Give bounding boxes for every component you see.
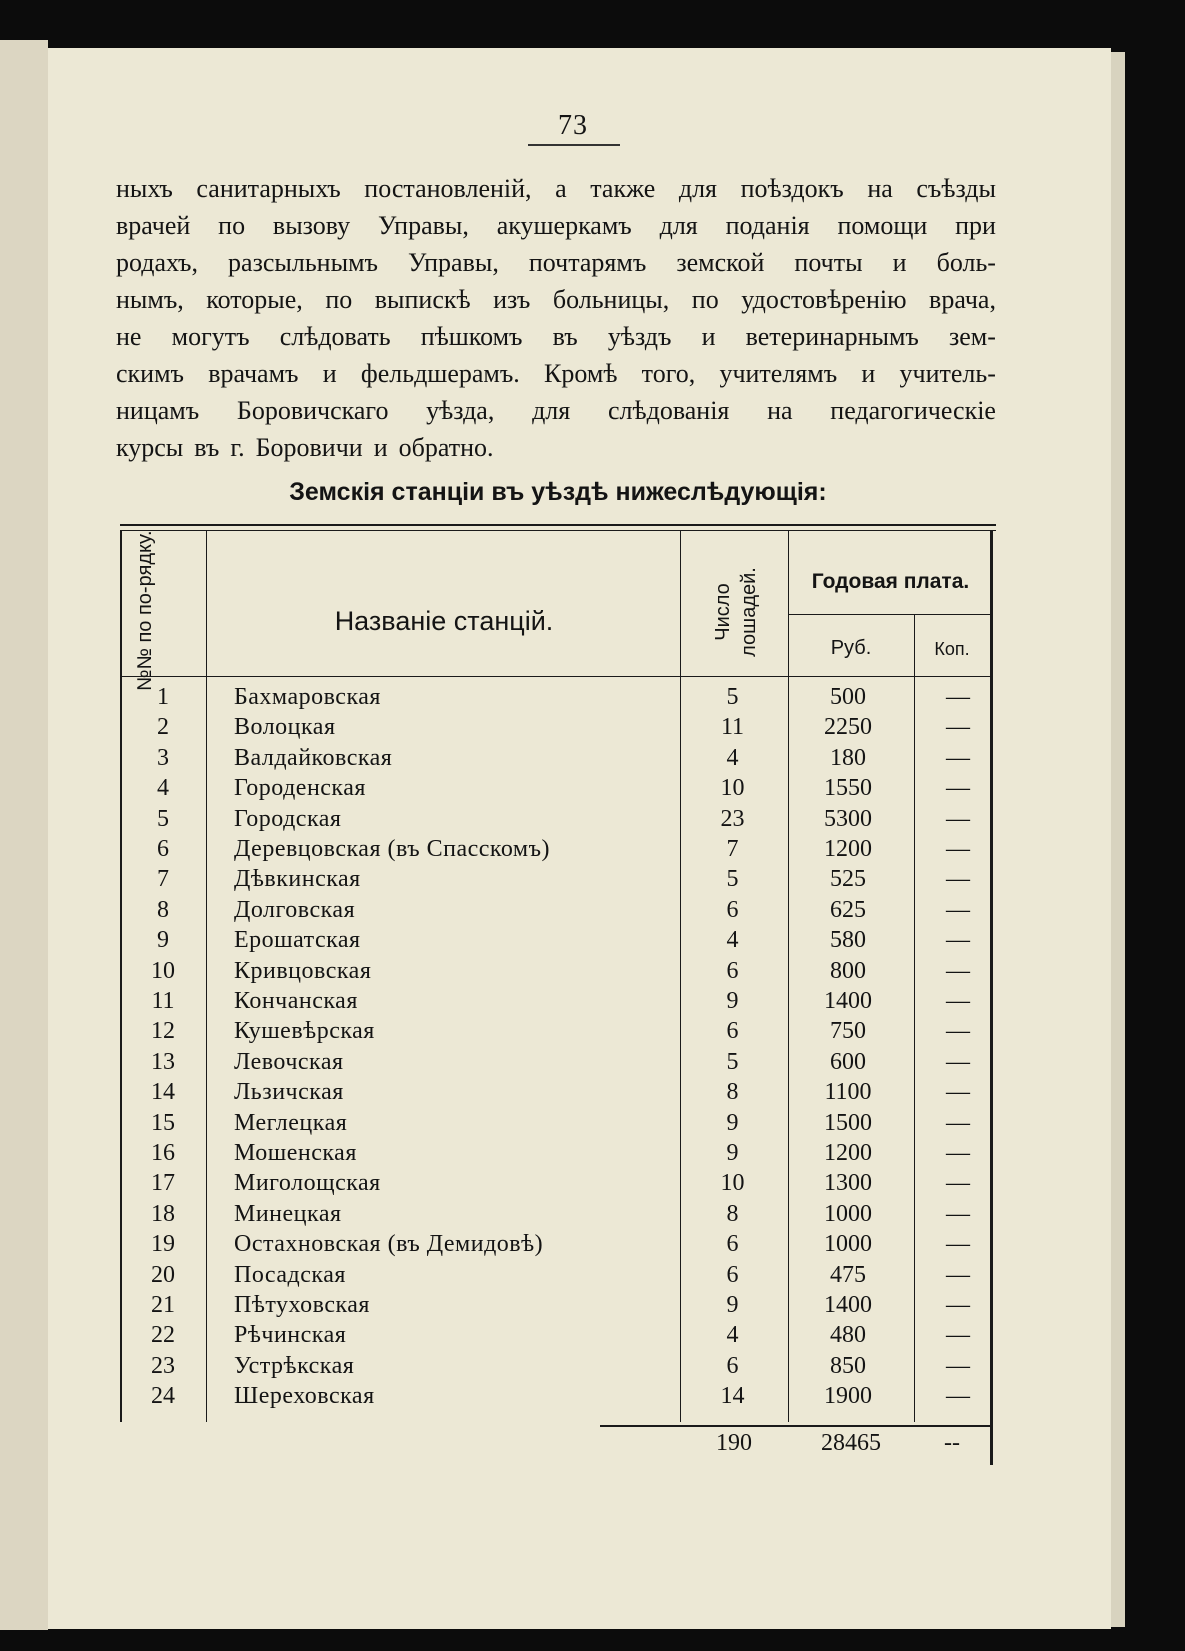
paragraph-word: поданія <box>725 211 810 240</box>
fee-kopecks: — <box>946 927 970 954</box>
station-name: Бахмаровская <box>234 684 381 710</box>
station-name: Валдайковская <box>234 744 393 771</box>
row-number: 1 <box>157 684 169 710</box>
paragraph-word: въ <box>194 433 220 462</box>
station-name: Шереховская <box>234 1383 375 1410</box>
paragraph-word: учителямъ <box>719 359 838 388</box>
horse-count: 6 <box>726 1231 739 1258</box>
table-row <box>120 897 996 925</box>
paragraph-word: боль- <box>936 248 996 277</box>
horse-count: 4 <box>726 927 739 954</box>
paragraph-word: пѣшкомъ <box>420 322 523 351</box>
horse-count: 6 <box>726 1352 739 1379</box>
station-name: Мошенская <box>234 1140 357 1166</box>
header-name: Названіе станцій. <box>334 606 554 636</box>
paragraph-word: скимъ <box>116 359 184 388</box>
horse-count: 5 <box>726 684 739 710</box>
paragraph-word: помощи <box>837 211 928 240</box>
paragraph-word: ницамъ <box>116 396 200 425</box>
paragraph-word: также <box>590 174 656 203</box>
paragraph-line <box>116 392 996 429</box>
paragraph-word: слѣдовать <box>279 322 391 351</box>
fee-kopecks: — <box>946 1109 970 1136</box>
paragraph-word: нымъ, <box>116 285 184 314</box>
paragraph-word: почтарямъ <box>528 248 647 277</box>
paragraph-word: съѣзды <box>916 174 996 203</box>
row-number: 13 <box>151 1048 175 1075</box>
row-number: 16 <box>151 1140 175 1166</box>
paragraph-word: слѣдованія <box>607 396 730 425</box>
row-number: 9 <box>157 927 169 954</box>
station-name: Пѣтуховская <box>234 1292 370 1318</box>
paragraph-word: на <box>867 174 893 203</box>
fee-kopecks: — <box>946 1048 970 1075</box>
paragraph-word: въ <box>552 322 578 351</box>
paragraph-word: и <box>373 433 388 462</box>
fee-rubles: 2250 <box>824 714 872 741</box>
paragraph-word: санитарныхъ <box>196 174 341 203</box>
book-page <box>48 48 1111 1629</box>
horse-count: 8 <box>726 1200 739 1227</box>
annual-fee-divider <box>788 614 993 615</box>
fee-kopecks: — <box>946 1231 970 1258</box>
horse-count: 6 <box>726 1018 739 1045</box>
row-number: 6 <box>157 836 169 862</box>
paragraph-word: и <box>701 322 716 351</box>
station-name: Кончанская <box>234 988 358 1014</box>
table-row <box>120 836 996 864</box>
header-horses-label: Число лошадей. <box>712 567 760 657</box>
paragraph-line <box>116 170 996 207</box>
paragraph-word: курсы <box>116 433 184 462</box>
paragraph-word: Боровичи <box>255 433 363 462</box>
fee-rubles: 1000 <box>824 1200 872 1227</box>
paragraph-word: Управы, <box>378 211 469 240</box>
table-row <box>120 714 996 742</box>
fee-kopecks: — <box>946 1018 970 1045</box>
paragraph-word: врачамъ <box>208 359 299 388</box>
horse-count: 9 <box>726 1292 739 1318</box>
horse-count: 10 <box>720 1170 745 1197</box>
fee-kopecks: — <box>946 896 970 923</box>
station-name: Меглецкая <box>234 1109 348 1136</box>
horse-count: 9 <box>726 988 739 1014</box>
paragraph-line <box>116 281 996 318</box>
fee-rubles: 1100 <box>824 1079 872 1106</box>
total-horses: 190 <box>716 1430 752 1456</box>
paragraph-word: а <box>555 174 567 203</box>
paragraph-word: и <box>322 359 337 388</box>
total-kop: -- <box>944 1430 960 1456</box>
paragraph-word: того, <box>641 359 696 388</box>
paragraph-word: обратно. <box>398 433 494 462</box>
station-name: Волоцкая <box>234 714 336 741</box>
fee-kopecks: — <box>946 1322 970 1349</box>
table-row <box>120 1140 996 1168</box>
fee-rubles: 180 <box>830 744 866 771</box>
fee-rubles: 1900 <box>824 1383 872 1410</box>
totals-rule <box>600 1425 990 1427</box>
paragraph-word: Боровичскаго <box>236 396 389 425</box>
row-number: 24 <box>151 1383 175 1410</box>
fee-kopecks: — <box>946 714 970 741</box>
paragraph-line <box>116 244 996 281</box>
station-name: Посадская <box>234 1261 346 1288</box>
horse-count: 11 <box>720 714 745 741</box>
fee-rubles: 480 <box>830 1322 866 1349</box>
paragraph-word: выпискѣ <box>374 285 471 314</box>
paragraph-word: акушеркамъ <box>496 211 632 240</box>
table-row <box>120 775 996 803</box>
total-rub: 28465 <box>821 1430 881 1456</box>
paragraph-word: по <box>218 211 246 240</box>
paragraph-word: для <box>532 396 571 425</box>
station-name: Остахновская (въ Демидовѣ) <box>234 1231 544 1258</box>
paragraph-word: зем- <box>949 322 996 351</box>
fee-rubles: 475 <box>830 1261 866 1288</box>
header-rub: Руб. <box>830 637 872 659</box>
station-name: Минецкая <box>234 1200 342 1227</box>
table-row <box>120 1322 996 1350</box>
fee-kopecks: — <box>946 1079 970 1106</box>
station-name: Кушевѣрская <box>234 1018 375 1045</box>
horse-count: 6 <box>726 1261 739 1288</box>
paragraph-line <box>116 318 996 355</box>
paragraph-word: постановленій, <box>364 174 532 203</box>
station-name: Устрѣкская <box>234 1352 355 1379</box>
fee-kopecks: — <box>946 957 970 984</box>
paragraph-word: которые, <box>206 285 303 314</box>
fee-kopecks: — <box>946 1261 970 1288</box>
header-bottom-rule <box>120 676 993 677</box>
horse-count: 8 <box>726 1079 739 1106</box>
fee-kopecks: — <box>946 866 970 893</box>
row-number: 5 <box>157 805 169 832</box>
paragraph-word: г. <box>230 433 245 462</box>
row-number: 4 <box>157 775 169 802</box>
station-name: Городенская <box>234 775 366 802</box>
paragraph-word: ветеринарнымъ <box>745 322 919 351</box>
table-row <box>120 927 996 955</box>
paragraph-word: земской <box>676 248 765 277</box>
paragraph-word: по <box>691 285 719 314</box>
paragraph-word: изъ <box>493 285 531 314</box>
row-number: 23 <box>151 1352 175 1379</box>
fee-kopecks: — <box>946 1352 970 1379</box>
header-number <box>132 530 192 691</box>
fee-rubles: 1500 <box>824 1109 872 1136</box>
fee-kopecks: — <box>946 744 970 771</box>
fee-rubles: 1000 <box>824 1231 872 1258</box>
fee-rubles: 800 <box>830 957 866 984</box>
fee-rubles: 625 <box>830 896 866 923</box>
table-row <box>120 1170 996 1198</box>
table-row <box>120 1049 996 1077</box>
horse-count: 10 <box>720 775 745 802</box>
table-row <box>120 958 996 986</box>
station-name: Левочская <box>234 1048 344 1075</box>
horse-count: 7 <box>726 836 739 862</box>
fee-rubles: 600 <box>830 1048 866 1075</box>
row-number: 3 <box>157 744 169 771</box>
paragraph-word: Кромѣ <box>544 359 618 388</box>
paragraph-word: на <box>767 396 793 425</box>
station-name: Рѣчинская <box>234 1322 347 1349</box>
paragraph-word: для <box>659 211 698 240</box>
station-name: Кривцовская <box>234 957 372 984</box>
row-number: 7 <box>157 866 169 893</box>
header-horses <box>710 547 770 677</box>
fee-kopecks: — <box>946 1292 970 1318</box>
table-row <box>120 684 996 712</box>
row-number: 18 <box>151 1200 175 1227</box>
paragraph-word: вызову <box>272 211 351 240</box>
fee-kopecks: — <box>946 1383 970 1410</box>
horse-count: 14 <box>720 1383 745 1410</box>
station-name: Льзичская <box>234 1079 344 1106</box>
table-row <box>120 745 996 773</box>
horse-count: 5 <box>726 1048 739 1075</box>
paragraph-line <box>116 355 996 392</box>
row-number: 19 <box>151 1231 175 1258</box>
fee-kopecks: — <box>946 836 970 862</box>
table-row <box>120 1201 996 1229</box>
fee-rubles: 1300 <box>824 1170 872 1197</box>
horse-count: 4 <box>726 744 739 771</box>
fee-rubles: 1200 <box>824 1140 872 1166</box>
table-row <box>120 1110 996 1138</box>
row-number: 12 <box>151 1018 175 1045</box>
page-number-rule <box>528 144 620 146</box>
fee-kopecks: — <box>946 1170 970 1197</box>
horse-count: 6 <box>726 896 739 923</box>
fee-rubles: 5300 <box>824 805 872 832</box>
paragraph-word: уѣзда, <box>426 396 495 425</box>
page-number: 73 <box>558 110 588 141</box>
fee-rubles: 580 <box>830 927 866 954</box>
horse-count: 5 <box>726 866 739 893</box>
row-number: 22 <box>151 1322 175 1349</box>
row-number: 10 <box>151 957 175 984</box>
station-name: Дѣвкинская <box>234 866 361 893</box>
horse-count: 23 <box>720 805 745 832</box>
fee-rubles: 525 <box>830 866 866 893</box>
station-name: Миголощская <box>234 1170 381 1197</box>
row-number: 17 <box>151 1170 175 1197</box>
table-row <box>120 1383 996 1411</box>
row-number: 15 <box>151 1109 175 1136</box>
table-heading: Земскія станціи въ уѣздѣ нижеслѣдующія: <box>289 478 827 506</box>
paragraph-word: ныхъ <box>116 174 173 203</box>
row-number: 14 <box>151 1079 175 1106</box>
paragraph-word: разсыльнымъ <box>228 248 378 277</box>
paragraph-word: врача, <box>929 285 996 314</box>
paragraph-word: Управы, <box>408 248 499 277</box>
table-row <box>120 1231 996 1259</box>
paragraph-word: врачей <box>116 211 191 240</box>
paragraph-word: педагогическіе <box>830 396 996 425</box>
body-paragraph <box>116 170 996 466</box>
fee-kopecks: — <box>946 1140 970 1166</box>
fee-kopecks: — <box>946 805 970 832</box>
paragraph-word: учитель- <box>899 359 996 388</box>
previous-page-edge <box>0 40 48 1630</box>
fee-kopecks: — <box>946 1200 970 1227</box>
paragraph-word: фельдшерамъ. <box>360 359 520 388</box>
paragraph-word: почты <box>794 248 863 277</box>
paragraph-word: могутъ <box>171 322 250 351</box>
row-number: 21 <box>151 1292 175 1318</box>
paragraph-line <box>116 429 996 466</box>
table-row <box>120 866 996 894</box>
header-kop: Коп. <box>934 639 970 659</box>
paragraph-word: поѣздокъ <box>740 174 844 203</box>
paragraph-word: больницы, <box>552 285 670 314</box>
horse-count: 9 <box>726 1140 739 1166</box>
station-name: Деревцовская (въ Спасскомъ) <box>234 836 550 862</box>
paragraph-line <box>116 207 996 244</box>
table-top-rule-2 <box>120 530 996 531</box>
fee-rubles: 1400 <box>824 988 872 1014</box>
fee-kopecks: — <box>946 988 970 1014</box>
fee-kopecks: — <box>946 684 970 710</box>
fee-rubles: 500 <box>830 684 866 710</box>
paragraph-word: при <box>955 211 996 240</box>
table-row <box>120 806 996 834</box>
station-name: Ерошатская <box>234 927 361 954</box>
paragraph-word: родахъ, <box>116 248 198 277</box>
row-number: 11 <box>151 988 175 1014</box>
horse-count: 9 <box>726 1109 739 1136</box>
table-row <box>120 1018 996 1046</box>
paragraph-word: для <box>678 174 718 203</box>
table-row <box>120 1079 996 1107</box>
table-row <box>120 988 996 1016</box>
paragraph-word: удостовѣренію <box>741 285 907 314</box>
row-number: 8 <box>157 896 169 923</box>
fee-rubles: 1550 <box>824 775 872 802</box>
paragraph-word: и <box>892 248 907 277</box>
row-number: 2 <box>157 714 169 741</box>
table-top-rule-1 <box>120 524 996 526</box>
stations-table <box>120 524 996 1464</box>
header-annual-fee: Годовая плата. <box>811 570 970 593</box>
horse-count: 4 <box>726 1322 739 1349</box>
table-row <box>120 1262 996 1290</box>
fee-rubles: 1200 <box>824 836 872 862</box>
header-number-label: №№ по по-рядку. <box>134 530 156 691</box>
fee-rubles: 750 <box>830 1018 866 1045</box>
fee-rubles: 1400 <box>824 1292 872 1318</box>
fee-kopecks: — <box>946 775 970 802</box>
horse-count: 6 <box>726 957 739 984</box>
station-name: Долговская <box>234 896 356 923</box>
row-number: 20 <box>151 1261 175 1288</box>
paragraph-word: уѣздъ <box>607 322 672 351</box>
paragraph-word: не <box>116 322 142 351</box>
fee-rubles: 850 <box>830 1352 866 1379</box>
station-name: Городская <box>234 805 342 832</box>
table-row <box>120 1353 996 1381</box>
paragraph-word: по <box>325 285 353 314</box>
table-row <box>120 1292 996 1320</box>
paragraph-word: и <box>861 359 876 388</box>
